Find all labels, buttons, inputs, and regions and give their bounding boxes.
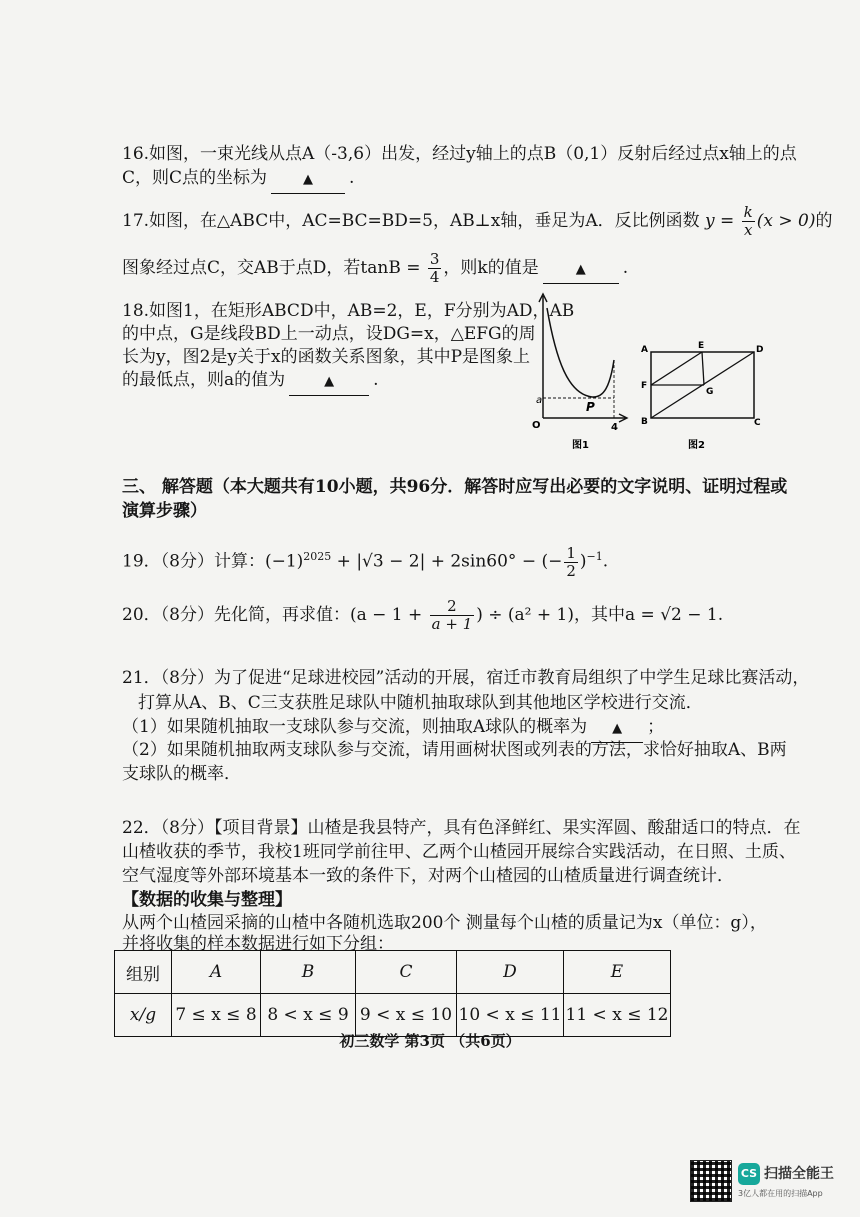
vertex-c: C: [754, 418, 761, 428]
q20: 20．（8分）先化简，再求值：(a − 1 + $\frac{2}{a + 1}$ ) ÷ (a² + 1)，其中a = √2 − 1.: [122, 597, 724, 633]
q22-line4: 【数据的收集与整理】: [122, 890, 292, 910]
q17-k-over-x: $\frac{k}{x}$: [743, 203, 753, 239]
label-origin: O: [532, 420, 541, 431]
label-a: a: [536, 395, 543, 406]
table-header-cell: C: [356, 951, 457, 994]
q22-line5: 从两个山楂园采摘的山楂中各随机选取200个 测量每个山楂的质量记为x（单位：g），: [122, 913, 767, 933]
q18-line2: 的中点，G是线段BD上一动点，设DG=x，△EFG的周: [122, 324, 536, 344]
table-header-row: [115, 951, 671, 994]
vertex-b: B: [641, 417, 648, 427]
table-header-cell: E: [564, 951, 671, 994]
q21-line4: （2）如果随机抽取两支球队参与交流，请用画树状图或列表的方法，求恰好抽取A、B两: [122, 740, 787, 760]
table-cell: x/g: [115, 994, 172, 1037]
q17-line2: 图象经过点C，交AB于点D，若tanB = $\frac{3}{4}$ ，则k的值是 ▲ .: [122, 250, 629, 286]
page-footer: 初三数学 第3页 （共6页）: [339, 1032, 521, 1050]
q22-line1: 22．（8分）【项目背景】山楂是我县特产，具有色泽鲜红、果实浑圆、酸甜适口的特点．在: [122, 818, 801, 838]
qr-code-icon: [690, 1160, 732, 1202]
scanner-tagline: 3亿人都在用的扫描App: [738, 1189, 823, 1198]
q17-tan-fraction: $\frac{3}{4}$: [429, 250, 440, 286]
q21-line1: 21．（8分）为了促进“足球进校园”活动的开展，宿迁市教育局组织了中学生足球比赛活动，: [122, 668, 810, 688]
q18-line3: 长为y，图2是y关于x的函数关系图象，其中P是图象上: [122, 347, 531, 367]
table-cell: 7 ≤ x ≤ 8: [172, 994, 261, 1037]
q21-line3: （1）如果随机抽取一支球队参与交流，则抽取A球队的概率为 ▲ ；: [122, 714, 664, 743]
table-cell: 11 < x ≤ 12: [564, 994, 671, 1037]
point-f: F: [641, 381, 648, 391]
grouping-table: [114, 950, 671, 1037]
table-header-cell: B: [261, 951, 356, 994]
q21-line5: 支球队的概率．: [122, 764, 241, 784]
q22-line2: 山楂收获的季节，我校1班同学前往甲、乙两个山楂园开展综合实践活动，在日照、土质、: [122, 842, 796, 862]
table-header-cell: 组别: [115, 951, 172, 994]
q19-half-fraction: $\frac{1}{2}$: [566, 543, 576, 580]
vertex-d: D: [756, 345, 764, 355]
q16-line2: C，则C点的坐标为 ▲ .: [122, 165, 354, 194]
table-header-cell: A: [172, 951, 261, 994]
q16-line1: 16.如图，一束光线从点A（-3,6）出发，经过y轴上的点B（0,1）反射后经过点x轴上的点: [122, 144, 797, 164]
q18-figures: [526, 290, 776, 450]
q22-line6: 并将收集的样本数据进行如下分组：: [122, 934, 394, 954]
caption-figure-2: 图2: [688, 440, 705, 450]
q19: 19．（8分）计算：$(-1)^{2025} + |√3 - 2| + 2\sin 60^\circ$ − (− $\frac{1}{2}$ )$^{-1}$.: [122, 543, 609, 580]
label-p: P: [586, 400, 595, 414]
q18-line4: 的最低点，则a的值为 ▲ .: [122, 367, 379, 396]
q17-answer-blank: ▲: [543, 255, 619, 284]
q22-line3: 空气湿度等外部环境基本一致的条件下，对两个山楂园的山楂质量进行调查统计．: [122, 866, 734, 886]
q18-answer-blank: ▲: [289, 367, 369, 396]
section-3-heading-line1: 三、 解答题（本大题共有10小题，共96分．解答时应写出必要的文字说明、证明过程或: [122, 477, 788, 497]
table-header-cell: D: [457, 951, 564, 994]
q20-fraction: $\frac{2}{a + 1}$: [431, 597, 473, 633]
q16-answer-blank: ▲: [271, 165, 345, 194]
q21-answer-blank: ▲: [591, 714, 643, 743]
point-e: E: [698, 341, 705, 351]
section-3-heading-line2: 演算步骤）: [122, 501, 207, 521]
scanner-watermark: [690, 1160, 850, 1204]
label-four: 4: [611, 422, 618, 433]
camscanner-logo: CS: [738, 1163, 760, 1185]
caption-figure-1: 图1: [572, 440, 589, 450]
q18-line1: 18.如图1，在矩形ABCD中，AB=2，E，F分别为AD，AB: [122, 301, 575, 321]
function-curve: [547, 308, 614, 397]
vertex-a: A: [641, 345, 648, 355]
scanner-app-name: 扫描全能王: [764, 1166, 834, 1182]
q17-line1: 17.如图，在△ABC中，AC=BC=BD=5，AB⊥x轴，垂足为A．反比例函数 y = $\frac{k}{x}$ (x > 0)的: [122, 203, 833, 239]
table-cell: 10 < x ≤ 11: [457, 994, 564, 1037]
rectangle-figure-2: [641, 341, 763, 450]
table-cell: 8 < x ≤ 9: [261, 994, 356, 1037]
q21-line2: 打算从A、B、C三支获胜足球队中随机抽取球队到其他地区学校进行交流．: [138, 693, 703, 713]
table-cell: 9 < x ≤ 10: [356, 994, 457, 1037]
point-g: G: [706, 387, 714, 397]
graph-figure-1: [532, 294, 627, 450]
